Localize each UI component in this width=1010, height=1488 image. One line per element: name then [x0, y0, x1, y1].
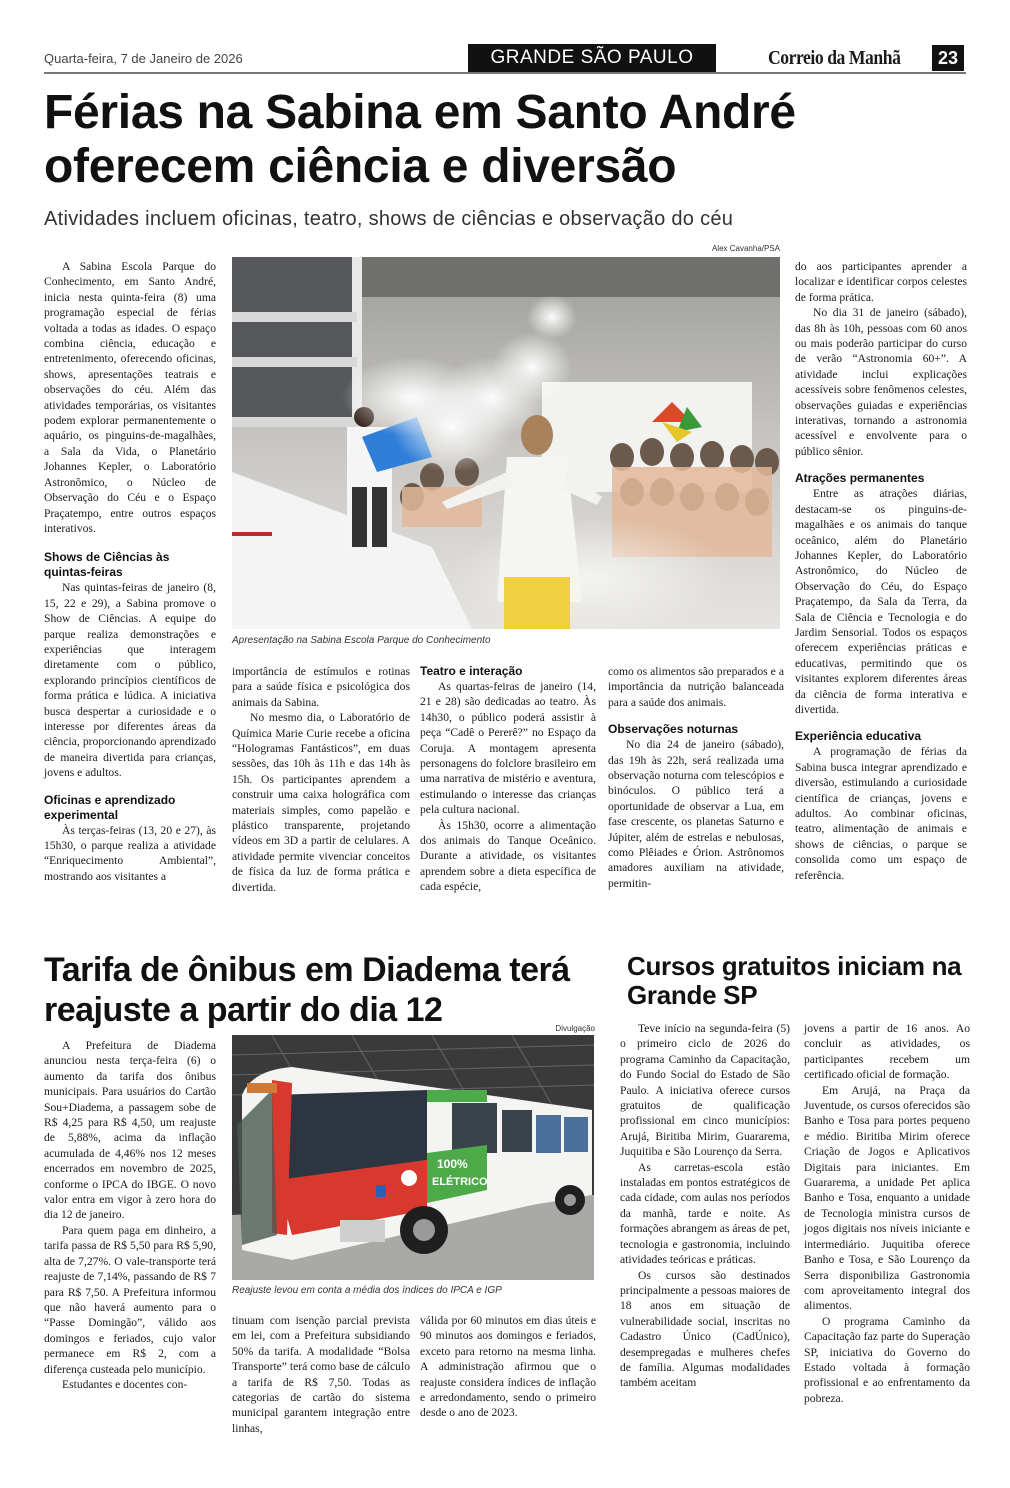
main-column-3 — [420, 664, 596, 895]
paragraph: As carretas-escola estão instaladas em pontos estratégicos de cada cidade, com aulas nos períodos da manhã, tarde e noite. As formações abrangem as áreas de pet, tecnologia e gastronomia, incluindo atividades teóricas e práticas. — [620, 1160, 790, 1267]
paragraph: válida por 60 minutos em dias úteis e 90 minutos aos domingos e feriados, exceto para retorno na mesma linha. A administração afirmou que o reajuste considera índices de inflação e arredondamento, sendo o primeiro desde o ano de 2023. — [420, 1314, 596, 1420]
paragraph: No dia 24 de janeiro (sábado), das 19h às 22h, será realizada uma observação noturna com telescópios e binóculos. O público terá a oportunidade de observar a Lua, em fase crescente, os planetas Saturno e Júpiter, além de estrelas e nebulosas, como Plêiades e Órion. Astrônomos amadores auxiliam na atividade, permitin- — [608, 738, 784, 890]
photo-caption-main: Apresentação na Sabina Escola Parque do Conhecimento — [232, 635, 491, 646]
paragraph: A Prefeitura de Diadema anunciou nesta terça-feira (6) o aumento da tarifa dos ônibus municipais. Para usuários do Cartão Sou+Diadema, a passagem sobe de R$ 4,25 para R$ 4,50, um reajuste de 5,88%, acima da inflação acumulada de 4,46% nos 12 meses encerrados em novembro de 2025, conforme o IPCA do IBGE. O novo valor entra em vigor à zero hora do dia 12 de janeiro. — [44, 1039, 216, 1222]
subhead-observacoes: Observações noturnas — [608, 722, 739, 737]
paragraph: No dia 31 de janeiro (sábado), das 8h às 10h, pessoas com 60 anos ou mais poderão participar do curso de verão “Astronomia 60+”. A atividade inclui explicações acessíveis sobre fenômenos celestes, observações guiadas e experiências interativas, tornando a astronomia acessível e envolvente para o público sênior. — [795, 306, 967, 458]
subhead-shows: Shows de Ciências às quintas-feiras — [44, 550, 170, 580]
headline-bus-fare: Tarifa de ônibus em Diadema terá reajuste a partir do dia 12 — [44, 951, 570, 1029]
paragraph: Estudantes e docentes con- — [62, 1377, 188, 1391]
header-divider — [44, 72, 966, 74]
photo-caption-bus: Reajuste levou em conta a média dos índices do IPCA e IGP — [232, 1285, 502, 1296]
paragraph: O programa Caminho da Capacitação faz parte do Superação SP, iniciativa do Governo do Estado voltada à formação profissional e ao enfrentamento da pobreza. — [804, 1314, 970, 1405]
subheadline-main: Atividades incluem oficinas, teatro, shows de ciências e observação do céu — [44, 208, 734, 230]
main-column-4 — [608, 664, 784, 891]
paragraph: importância de estímulos e rotinas para a saúde física e psicológica dos animais da Sabina. — [232, 665, 410, 709]
main-column-2 — [232, 664, 410, 895]
newspaper-logo: Correio da Manhã — [768, 47, 901, 69]
bus-column-2 — [232, 1313, 410, 1436]
courses-column-2 — [804, 1021, 970, 1406]
subhead-teatro: Teatro e interação — [420, 664, 523, 678]
electric-bus-photo-icon — [232, 1035, 594, 1280]
paragraph: jovens a partir de 16 anos. Ao concluir as atividades, os participantes recebem um certificado oficial de formação. — [804, 1022, 970, 1082]
paragraph: No mesmo dia, o Laboratório de Química Marie Curie recebe a oficina “Hologramas Fantásticos”, em duas sessões, das 10h às 11h e das 14h às 15h. Os participantes aprendem a construir uma caixa holográfica com materiais simples, como papelão e plástico transparente, projetando vídeos em 3D a partir de celulares. A atividade permite vivenciar conceitos de física da luz de forma prática e divertida. — [232, 711, 410, 894]
photo-credit-main: Alex Cavanha/PSA — [711, 244, 780, 253]
bus-label-100: 100% — [437, 1157, 468, 1171]
headline-free-courses: Cursos gratuitos iniciam na Grande SP — [627, 951, 962, 1010]
section-tag: GRANDE SÃO PAULO — [468, 44, 716, 72]
paragraph: Nas quintas-feiras de janeiro (8, 15, 22 e 29), a Sabina promove o Show de Ciências. A equipe do parque realiza demonstrações e experiências que interagem diretamente com o público, explorando princípios científicos de forma prática e lúdica. A iniciativa busca despertar a curiosidade e o interesse por diferentes áreas da ciência, proporcionando aprendizado de maneira divertida para crianças, jovens e adultos. — [44, 581, 216, 780]
paragraph: A Sabina Escola Parque do Conhecimento, em Santo André, inicia nesta quinta-feira (8) uma programação especial de férias voltada a todas as idades. O espaço combina ciência, educação e entretenimento, oferecendo oficinas, shows, apresentações teatrais e observações do céu. Além das atividades temporárias, os visitantes podem explorar permanentemente o aquário, os pinguins-de-magalhães, a Sala da Vida, o Planetário Johannes Kepler, o Laboratório Astronômico, o Núcleo de Observação do Céu e o Espaço Praçatempo, entre outros espaços interativos. — [44, 260, 216, 535]
paragraph: Teve início na segunda-feira (5) o primeiro ciclo de 2026 do programa Caminho da Capacitação, do Fundo Social do Estado de São Paulo. A iniciativa oferece cursos gratuitos de qualificação profissional em cinco municípios: Arujá, Biritiba Mirim, Guararema, Juquitiba e São Lourenço da Serra. — [620, 1022, 790, 1159]
photo-science-show — [232, 257, 780, 629]
paragraph: Às terças-feiras (13, 20 e 27), às 15h30, o parque realiza a atividade “Enriquecimento Ambiental”, mostrando aos visitantes a — [44, 823, 216, 883]
paragraph: como os alimentos são preparados e a importância da nutrição balanceada para a saúde dos animais. — [608, 665, 784, 709]
paragraph: Os cursos são destinados principalmente a pessoas maiores de 18 anos em situação de vulnerabilidade social, inscritas no Cadastro Único (CadÚnico), desempregadas e mulheres chefes de família. Algumas modalidades também aceitam — [620, 1268, 790, 1390]
subhead-oficinas: Oficinas e aprendizado experimental — [44, 792, 176, 822]
photo-credit-bus: Divulgação — [555, 1024, 595, 1033]
paragraph: As quartas-feiras de janeiro (14, 21 e 28) são dedicadas ao teatro. Às 14h30, o público poderá assistir à peça “Cadê o Pererê?” no Espaço da Coruja. A montagem apresenta personagens do folclore brasileiro em uma narrativa de mistério e aventura, estimulando o interesse das crianças pela cultura nacional. — [420, 680, 596, 817]
paragraph: do aos participantes aprender a localizar e identificar corpos celestes de forma prática. — [795, 260, 967, 304]
bus-column-1 — [44, 1038, 216, 1392]
paragraph: Às 15h30, ocorre a alimentação dos animais do Tanque Oceânico. Durante a atividade, os visitantes aprendem sobre a dieta específica de cada espécie, — [420, 818, 596, 894]
issue-date: Quarta-feira, 7 de Janeiro de 2026 — [44, 51, 243, 66]
photo-electric-bus — [232, 1035, 594, 1280]
science-show-photo-icon — [232, 257, 780, 629]
page-number: 23 — [932, 45, 964, 71]
subhead-atracoes: Atrações permanentes — [795, 471, 925, 486]
paragraph: Em Arujá, na Praça da Juventude, os cursos oferecidos são Banho e Tosa para portes pequeno e médio. Biritiba Mirim oferece Criação de Jogos e Aplicativos Digitais para iniciantes. Em Guararema, a unidade Pet aplica Banho e Tosa, enquanto a unidade de Tecnologia ministra cursos de jogos digitais nos níveis iniciante e intermediário. Juquitiba oferece Banho e Tosa, e São Lourenço da Serra disponibiliza Gastronomia com aproveitamento integral dos alimentos. — [804, 1083, 970, 1313]
main-column-5 — [795, 259, 967, 883]
paragraph: Entre as atrações diárias, destacam-se os pinguins-de-magalhães e os animais do tanque oceânico, além do Planetário Johannes Kepler, do Laboratório Astronômico, do Núcleo de Observação do Céu, do Espaço Praçatempo, da Sala da Terra, da Sala de Ciência e Tecnologia e do Jardim Sensorial. Todos os espaços oferecem experiências práticas e educativas, permitindo que os visitantes explorem diferentes áreas da ciência de forma interativa e divertida. — [795, 487, 967, 716]
courses-column-1 — [620, 1021, 790, 1391]
subhead-experiencia: Experiência educativa — [795, 729, 922, 744]
paragraph: Para quem paga em dinheiro, a tarifa passa de R$ 5,50 para R$ 5,90, alta de 7,27%. O vale-transporte terá reajuste de 7,14%, passando de R$ 7 para R$ 7,50. A Prefeitura informou que não haverá aumento para o “Passe Domingão”, válido aos domingos e feriados, cujo valor permanece em R$ 2, com a diferença custeada pelo município. — [44, 1223, 216, 1376]
headline-main: Férias na Sabina em Santo André oferecem ciência e diversão — [44, 86, 796, 193]
bus-column-3 — [420, 1313, 596, 1421]
main-column-1 — [44, 259, 216, 884]
paragraph: A programação de férias da Sabina busca integrar aprendizado e diversão, estimulando a curiosidade científica de crianças, jovens e adultos. Ao combinar oficinas, teatro, alimentação de animais e shows de ciências, o parque se consolida como um espaço de referência. — [795, 745, 967, 882]
paragraph: tinuam com isenção parcial prevista em lei, com a Prefeitura subsidiando 50% da tarifa. A modalidade “Bolsa Transporte” terá como base de cálculo a tarifa de R$ 7,50. Todas as categorias de cartão do sistema municipal garantem integração entre linhas, — [232, 1314, 410, 1435]
bus-label-eletrico: ELÉTRICO — [432, 1176, 488, 1188]
